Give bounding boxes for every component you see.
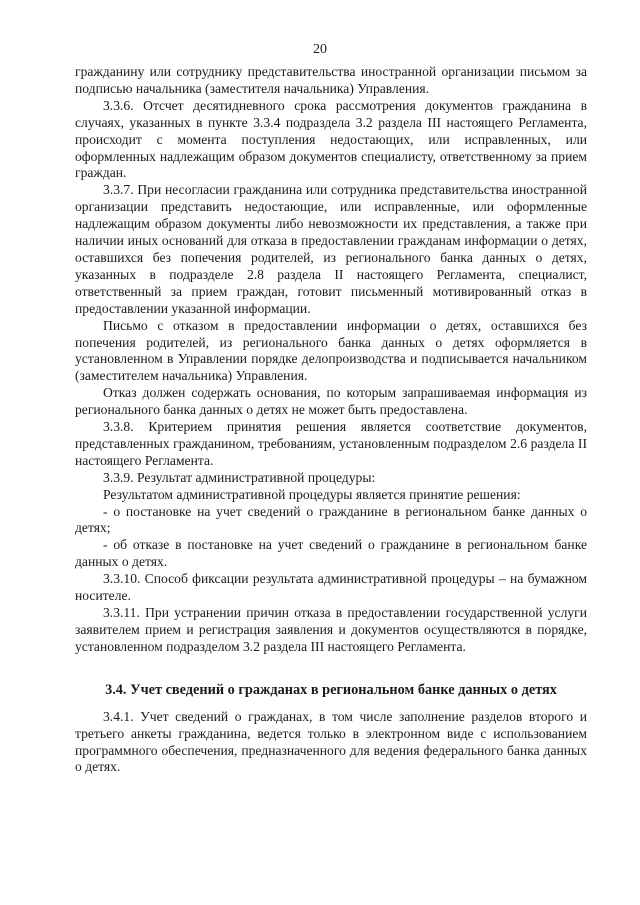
paragraph-3-3-11: 3.3.11. При устранении причин отказа в предоставлении государственной услуги заявителем прием и регистрация заявления и документов осуществляются в порядке, установленном подразделом 3.2 раздела III настоящего Регламента.	[75, 605, 587, 654]
section-heading-3-4: 3.4. Учет сведений о гражданах в региональном банке данных о детях	[105, 681, 557, 698]
list-item-refusal: - об отказе в постановке на учет сведений о гражданине в региональном банке данных о детях.	[75, 537, 587, 570]
paragraph-refusal-grounds: Отказ должен содержать основания, по которым запрашиваемая информация из регионального банка данных о детях не может быть предоставлена.	[75, 385, 587, 418]
paragraph-3-3-9: 3.3.9. Результат административной процедуры:	[103, 469, 376, 485]
paragraph-result-intro: Результатом административной процедуры является принятие решения:	[103, 486, 521, 502]
paragraph-3-3-7: 3.3.7. При несогласии гражданина или сотрудника представительства иностранной организации представить недостающие, или исправленные, или оформленные надлежащим образом документы либо невозможности их представления, а также при наличии иных оснований для отказа в предоставлении гражданам информации о детях, оставшихся без попечения родителей, из регионального банка данных о детях, указанных в подразделе 2.8 раздела II настоящего Регламента, специалист, ответственный за прием граждан, готовит письменный мотивированный отказ в предоставлении указанной информации.	[75, 182, 587, 316]
list-item-registration: - о постановке на учет сведений о гражданине в региональном банке данных о детях;	[75, 503, 587, 536]
paragraph-3-3-10: 3.3.10. Способ фиксации результата административной процедуры – на бумажном носителе.	[75, 571, 587, 604]
page-body	[75, 64, 587, 776]
paragraph-3-3-6: 3.3.6. Отсчет десятидневного срока рассмотрения документов гражданина в случаях, указанных в пункте 3.3.4 подраздела 3.2 раздела III настоящего Регламента, происходит с момента поступления недостающих, или исправленных, или оформленных надлежащим образом документов специалисту, ответственному за прием граждан.	[75, 97, 587, 181]
paragraph-3-4-1: 3.4.1. Учет сведений о гражданах, в том числе заполнение разделов второго и третьего анкеты гражданина, ведется только в электронном виде с использованием программного обеспечения, предназначенного для ведения федерального банка данных о детях.	[75, 708, 587, 775]
paragraph-refusal-letter: Письмо с отказом в предоставлении информации о детях, оставшихся без попечения родителей, из регионального банка данных о детях оформляется в установленном в Управлении порядке делопроизводства и подписывается начальником (заместителем начальника) Управления.	[75, 317, 587, 384]
paragraph-3-3-8: 3.3.8. Критерием принятия решения является соответствие документов, представленных гражданином, требованиям, установленным подразделом 2.6 раздела II настоящего Регламента.	[75, 419, 587, 468]
page-number: 20	[313, 42, 327, 57]
paragraph-continuation: гражданину или сотруднику представительства иностранной организации письмом за подписью начальника (заместителя начальника) Управления.	[75, 64, 587, 96]
